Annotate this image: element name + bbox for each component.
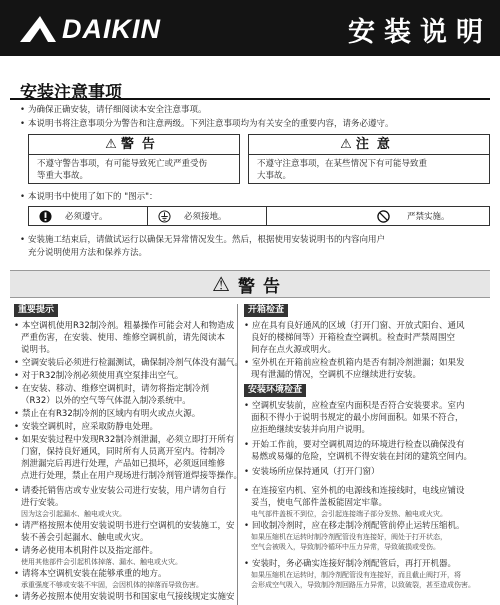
right-item: • 开始工作前，要对空调机周边的环境进行检查以确保没有 bbox=[244, 439, 465, 451]
symbol-label: 严禁实施。 bbox=[407, 212, 450, 222]
right-item: 应拒绝继续安装并向用户说明。 bbox=[251, 425, 371, 435]
warning-triangle-icon: ⚠ bbox=[212, 272, 230, 296]
warning-box-text: 不遵守警告事项，有可能导致死亡或严重受伤 bbox=[37, 159, 208, 169]
right-note: 空气会被吸入，导致制冷循环中压力异常，导致破损或受伤。 bbox=[251, 543, 440, 551]
left-item: • 请务必按照本使用安装说明书和国家电气接线规定实施安 bbox=[14, 591, 235, 603]
warning-definition-box bbox=[28, 134, 240, 184]
right-item: • 回收制冷剂时，应在移走制冷剂配管前停止运转压缩机。 bbox=[244, 520, 465, 532]
right-item: • 空调机安装前，应检查室内面积是否符合安装要求。室内 bbox=[244, 400, 465, 412]
right-note: 电气部件盖板不到位，会引起连接端子部分发热、触电或火灾。 bbox=[251, 510, 447, 518]
right-item: 现有泄漏的情况，空调机不应继续进行安装。 bbox=[251, 370, 422, 380]
prohibited-icon bbox=[377, 210, 390, 223]
brand-name: DAIKIN bbox=[62, 13, 161, 44]
daikin-logo-icon bbox=[18, 14, 58, 44]
left-item: 严重伤害，在安装、使用、维修空调机前，请先阅读本 bbox=[21, 333, 226, 343]
important-notice-heading: 重要提示 bbox=[14, 304, 58, 317]
left-item: 点进行处理，禁止在用户现场进行制冷剂管道焊接等操作。 bbox=[21, 471, 243, 481]
ground-icon bbox=[158, 210, 171, 223]
after-install-text: 充分说明使用方法和保养方法。 bbox=[28, 248, 148, 258]
left-item: • 如果安装过程中发现R32制冷剂泄漏，必须立即打开所有 bbox=[14, 434, 234, 446]
left-item: • 请严格按照本使用安装说明书进行空调机的安装施工，安 bbox=[14, 520, 235, 532]
right-item: • 室外机在开箱前应检查机箱内是否有制冷剂泄漏；如果发 bbox=[244, 357, 465, 369]
right-note: 如果压缩机在运转时，制冷剂配管没有连接好，而且截止阀打开，将 bbox=[251, 571, 461, 579]
right-note: 会形成空气吸入，导致制冷剂回路压力异常，以致破裂，甚至造成伤害。 bbox=[251, 581, 475, 589]
unpacking-check-heading: 开箱检查 bbox=[244, 304, 288, 317]
left-item: • 本空调机使用R32制冷剂。粗暴操作可能会对人和物造成 bbox=[14, 320, 234, 332]
left-note: 使用其他部件会引起机体掉落、漏水、触电或火灾。 bbox=[21, 558, 182, 566]
caution-box-text: 不遵守注意事项，在某些情况下有可能导致重 bbox=[257, 159, 428, 169]
left-item: • 对于R32制冷剂必须使用真空泵排出空气。 bbox=[14, 370, 183, 382]
symbol-legend bbox=[28, 206, 490, 226]
intro-line: • 为确保正确安装，请仔细阅读本安全注意事项。 bbox=[20, 104, 207, 116]
caution-box-title: 注意 bbox=[355, 137, 398, 152]
right-item: • 安装时，务必确实连接好制冷剂配管后，再打开机器。 bbox=[244, 558, 456, 570]
symbol-must-ground bbox=[148, 207, 267, 225]
left-note: 因为这会引起漏水、触电或火灾。 bbox=[21, 510, 126, 518]
right-item: 间存在点火源或明火。 bbox=[251, 345, 337, 355]
symbol-label: 必须遵守。 bbox=[65, 212, 108, 222]
intro-line: • 本说明书将注意事项分为警告和注意两级。下列注意事项均为有关安全的重要内容，请务必遵守。 bbox=[20, 118, 394, 130]
warning-box-text: 等重大事故。 bbox=[37, 171, 89, 181]
warning-banner-title: 警告 bbox=[237, 276, 288, 297]
caution-box-text: 大事故。 bbox=[257, 171, 292, 181]
left-item: • 请委托销售店或专业安装公司进行安装，用户请勿自行 bbox=[14, 485, 226, 497]
right-item: 易燃或易爆的危险，空调机不得安装在封闭的建筑空间内。 bbox=[251, 452, 473, 462]
warning-triangle-icon: ⚠ bbox=[105, 137, 117, 152]
warning-box-title: 警告 bbox=[120, 137, 163, 152]
left-item: 剂泄漏完后再进行处理，产品如已损坏，必须返回维修 bbox=[21, 459, 226, 469]
right-item: 面积不得小于说明书规定的最小房间面积。如果不符合， bbox=[251, 413, 464, 423]
section-divider bbox=[10, 98, 490, 100]
symbols-intro: • 本说明书中使用了如下的 "图示"： bbox=[20, 191, 158, 203]
caution-definition-box bbox=[248, 134, 490, 184]
left-item: （R32）以外的空气等气体混入制冷系统中。 bbox=[21, 396, 191, 406]
left-item: 说明书。 bbox=[21, 345, 56, 355]
header-bar bbox=[0, 0, 500, 56]
brand-logo bbox=[18, 14, 161, 44]
right-item: 妥当，使电气部件盖板能固定牢靠。 bbox=[251, 498, 388, 508]
after-install-text: • 安装施工结束后，请做试运行以确保无异常情况发生。然后，根据使用安装说明书的内容向用户 bbox=[20, 234, 385, 246]
right-item: • 应在具有良好通风的区域（打开门窗、开放式阳台、通风 bbox=[244, 320, 465, 332]
left-item: • 安装空调机时，应采取防静电处理。 bbox=[14, 421, 158, 433]
left-item: • 空调安装后必须进行检漏测试，确保制冷剂气体没有漏气。 bbox=[14, 357, 243, 369]
install-environment-heading: 安装环境检查 bbox=[244, 384, 306, 397]
right-item: • 安装场所应保持通风（打开门窗） bbox=[244, 466, 380, 478]
caution-triangle-icon: ⚠ bbox=[340, 137, 352, 152]
right-item: 良好的楼梯间等）开箱检查空调机。检查时严禁周围空 bbox=[251, 333, 456, 343]
left-item: • 禁止在有R32制冷剂的区域内有明火或点火源。 bbox=[14, 408, 200, 420]
symbol-must-follow bbox=[29, 207, 148, 225]
left-item: 门窗，保持良好通风，同时所有人员离开室内。待制冷 bbox=[21, 447, 226, 457]
left-note: 承重强度不够或安装不牢固，会因机体的掉落而导致伤害。 bbox=[21, 581, 203, 589]
exclamation-circle-icon bbox=[39, 210, 52, 223]
left-item: • 请将本空调机安装在能够承重的地方。 bbox=[14, 568, 167, 580]
left-item: 进行安装。 bbox=[21, 498, 64, 508]
warning-banner bbox=[10, 270, 490, 298]
right-note: 如果压缩机在运转时制冷剂配管没有连接好，阀处于打开状态， bbox=[251, 533, 447, 541]
symbol-label: 必须接地。 bbox=[184, 212, 227, 222]
left-item: • 请务必使用本机附件以及指定部件。 bbox=[14, 545, 158, 557]
left-item: • 在安装、移动、维修空调机时，请勿将指定制冷剂 bbox=[14, 383, 209, 395]
left-item: 装不善会引起漏水、触电或火灾。 bbox=[21, 533, 149, 543]
column-divider bbox=[237, 304, 238, 605]
symbol-prohibited bbox=[267, 207, 489, 225]
document-title: 安装说明 bbox=[348, 17, 492, 48]
right-item: • 在连接室内机、室外机的电源线和连接线时，电线应铺设 bbox=[244, 485, 465, 497]
section-title: 安装注意事项 bbox=[20, 83, 122, 103]
